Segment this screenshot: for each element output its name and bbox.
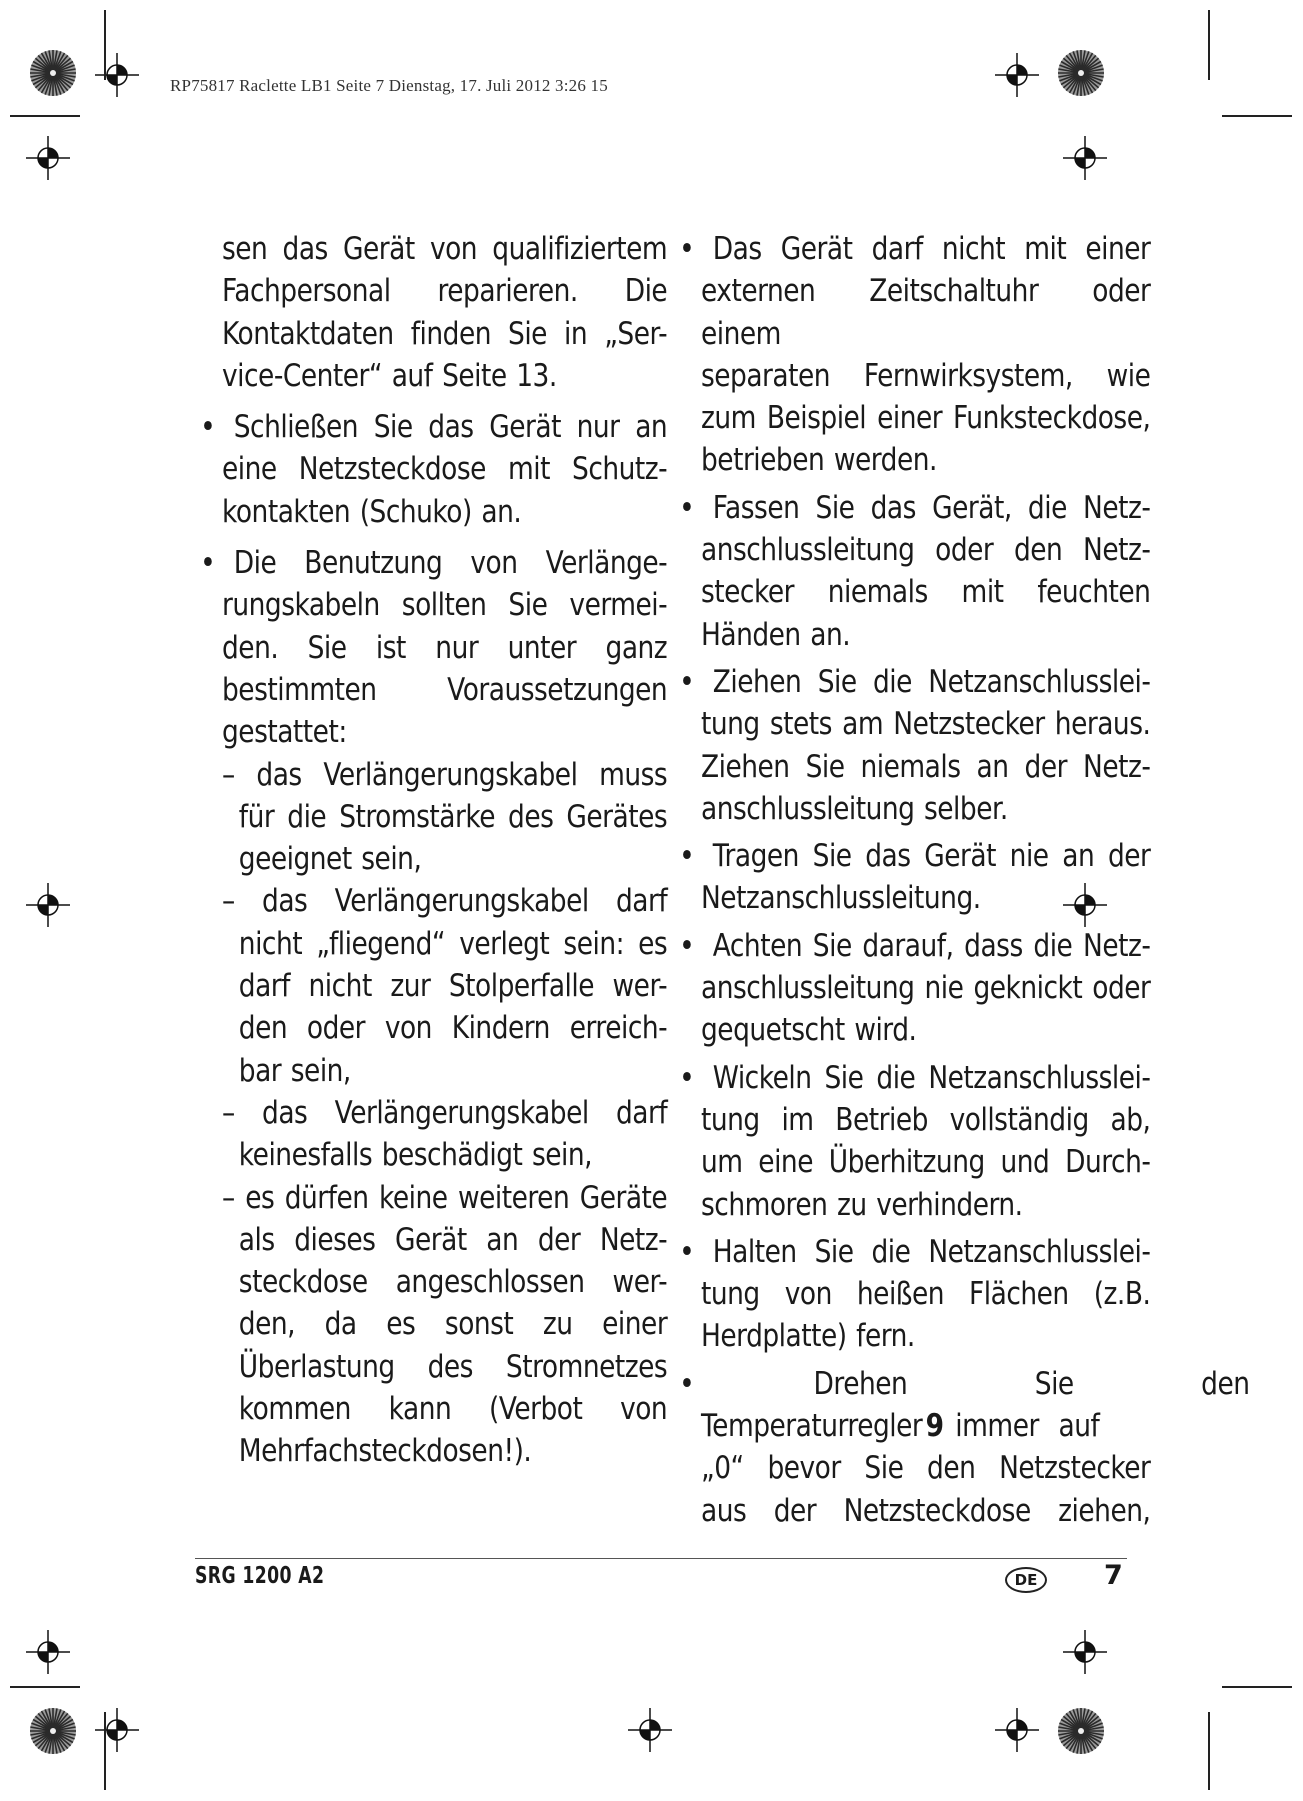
text-line: keinesfalls beschädigt sein, [238, 1137, 593, 1174]
text-line: steckdose angeschlossen wer- [238, 1264, 668, 1301]
text-line: aus der Netzsteckdose ziehen, [701, 1492, 1151, 1529]
text-line: nicht „fliegend“ verlegt sein: es [238, 925, 668, 962]
text-line: tung stets am Netzstecker heraus. [701, 706, 1151, 743]
text-line: anschlussleitung selber. [701, 790, 1008, 827]
text-line [701, 1405, 1150, 1447]
text-line: Drehen Sie den [813, 1365, 1250, 1402]
starburst-mark-bottom-right [1056, 1706, 1106, 1756]
print-header: RP75817 Raclette LB1 Seite 7 Dienstag, 17. Juli 2012 3:26 15 [170, 76, 608, 95]
text-line: – das Verlängerungskabel darf [222, 883, 668, 920]
bullet-timer [679, 228, 1151, 482]
dash-item-damage [222, 1092, 667, 1177]
bullet-pull-plug [679, 661, 1151, 830]
text-line: bestimmten Voraussetzungen [222, 671, 668, 708]
text-line: geeignet sein, [238, 841, 422, 878]
text-line: um eine Überhitzung und Durch- [701, 1144, 1151, 1181]
text-line: Schließen Sie das Gerät nur an [233, 409, 668, 446]
starburst-mark-bottom-left [28, 1706, 78, 1756]
trim-line-bottom-left-v [104, 1712, 106, 1790]
bullet-icon: • [200, 545, 216, 582]
trim-line-top-right-h [1222, 115, 1292, 117]
text-line: – das Verlängerungskabel darf [222, 1094, 668, 1131]
bullet-temperature [679, 1363, 1250, 1532]
bullet-unwind [679, 1057, 1151, 1226]
trim-line-top-left-v [104, 10, 106, 80]
service-paragraph [222, 228, 667, 397]
text-line: vice-Center“ auf Seite 13. [222, 357, 557, 394]
text-line: sen das Gerät von qualifiziertem [222, 231, 668, 267]
text-line: rungskabeln sollten Sie vermei- [222, 587, 668, 624]
text-line: zum Beispiel einer Funksteckdose, [701, 400, 1151, 437]
registration-mark-bottom-left [95, 1708, 139, 1752]
bullet-icon: • [679, 1233, 695, 1270]
temperature-label: Temperaturregler [701, 1408, 923, 1445]
registration-mark-upper-left [26, 136, 70, 180]
registration-mark-bottom-right [995, 1708, 1039, 1752]
trim-line-bottom-right-v [1208, 1712, 1210, 1790]
text-line: gestattet: [222, 714, 347, 751]
text-line: kontakten (Schuko) an. [222, 493, 522, 530]
bullet-icon: • [679, 489, 695, 526]
text-line: tung im Betrieb vollständig ab, [701, 1101, 1151, 1138]
text-line: – es dürfen keine weiteren Geräte [222, 1179, 668, 1216]
registration-mark-lower-left [26, 1630, 70, 1674]
bullet-wet-hands [679, 487, 1151, 656]
bullet-icon: • [679, 663, 695, 700]
bullet-icon: • [200, 409, 216, 446]
text-line: für die Stromstärke des Gerätes [238, 798, 668, 835]
text-line: tung von heißen Flächen (z.B. [701, 1276, 1151, 1313]
text-fragment: immer auf [955, 1408, 1100, 1445]
bullet-icon: • [679, 927, 695, 964]
text-line: Halten Sie die Netzanschlusslei- [712, 1233, 1151, 1270]
bullet-icon: • [679, 231, 695, 267]
text-line: kommen kann (Verbot von [238, 1391, 668, 1428]
text-line: – das Verlängerungskabel muss [222, 756, 668, 793]
text-line: den. Sie ist nur unter ganz [222, 629, 668, 666]
trim-line-top-left-h [10, 115, 80, 117]
page-number: 7 [1104, 1560, 1123, 1591]
text-line: Herdplatte) fern. [701, 1318, 915, 1355]
bullet-icon: • [679, 838, 695, 875]
model-number: SRG 1200 A2 [195, 1563, 325, 1589]
trim-line-top-right-v [1208, 10, 1210, 80]
text-line: anschlussleitung nie geknickt oder [701, 970, 1151, 1007]
text-line: Kontaktdaten finden Sie in „Ser- [222, 315, 668, 352]
text-line: eine Netzsteckdose mit Schutz- [222, 451, 668, 488]
text-line: Händen an. [701, 616, 851, 653]
text-line: Fassen Sie das Gerät, die Netz- [712, 489, 1151, 526]
text-line: anschlussleitung oder den Netz- [701, 532, 1151, 569]
text-line: Tragen Sie das Gerät nie an der [712, 838, 1151, 875]
footer-rule [195, 1558, 1127, 1559]
text-line: als dieses Gerät an der Netz- [238, 1221, 668, 1258]
text-line: schmoren zu verhindern. [701, 1186, 1023, 1223]
bullet-icon: • [679, 1059, 695, 1096]
registration-mark-lower-right [1063, 1630, 1107, 1674]
bullet-schuko [200, 406, 668, 533]
text-line: Mehrfachsteckdosen!). [238, 1433, 532, 1470]
trim-line-bottom-left-h [10, 1686, 80, 1688]
bullet-hot-surfaces [679, 1231, 1151, 1358]
registration-mark-top-right [995, 53, 1039, 97]
registration-mark-upper-right [1063, 136, 1107, 180]
text-line: Fachpersonal reparieren. Die [222, 273, 668, 310]
text-line: stecker niemals mit feuchten [701, 574, 1151, 611]
text-line: bar sein, [238, 1052, 351, 1089]
text-line: externen Zeitschaltuhr oder einem [701, 273, 1151, 352]
starburst-mark-top-left [28, 48, 78, 98]
text-line: darf nicht zur Stolperfalle wer- [238, 968, 668, 1005]
dash-item-other-devices [222, 1177, 667, 1473]
bullet-extension-cable [200, 542, 668, 753]
starburst-mark-top-right [1056, 48, 1106, 98]
text-line: Netzanschlussleitung. [701, 880, 981, 917]
text-line: separaten Fernwirksystem, wie [701, 357, 1151, 394]
registration-mark-top-left [95, 53, 139, 97]
registration-mark-middle-left [26, 883, 70, 927]
registration-mark-bottom-center [628, 1708, 672, 1752]
text-line: Wickeln Sie die Netzanschlusslei- [712, 1059, 1151, 1096]
text-line: Ziehen Sie niemals an der Netz- [701, 748, 1151, 785]
bullet-carry [679, 835, 1151, 920]
text-line: den oder von Kindern erreich- [238, 1010, 668, 1047]
text-line: Ziehen Sie die Netzanschlusslei- [712, 663, 1151, 700]
text-line: den, da es sonst zu einer [238, 1306, 668, 1343]
trim-line-bottom-right-h [1222, 1686, 1292, 1688]
bullet-kinked [679, 925, 1151, 1052]
text-line: betrieben werden. [701, 442, 937, 479]
text-line: „0“ bevor Sie den Netzstecker [701, 1450, 1151, 1487]
temperature-dial-number: 9 [925, 1408, 944, 1445]
dash-item-current [222, 754, 667, 881]
text-line: gequetscht wird. [701, 1012, 917, 1049]
dash-item-flying [222, 880, 667, 1091]
text-line: Überlastung des Stromnetzes [238, 1348, 668, 1385]
left-column [200, 228, 668, 1473]
language-badge: DE [1005, 1567, 1047, 1593]
right-column [679, 228, 1250, 1532]
text-line: Das Gerät darf nicht mit einer [712, 231, 1151, 267]
text-line: Achten Sie darauf, dass die Netz- [712, 927, 1151, 964]
bullet-icon: • [679, 1365, 695, 1402]
text-line: Die Benutzung von Verlänge- [233, 545, 668, 582]
